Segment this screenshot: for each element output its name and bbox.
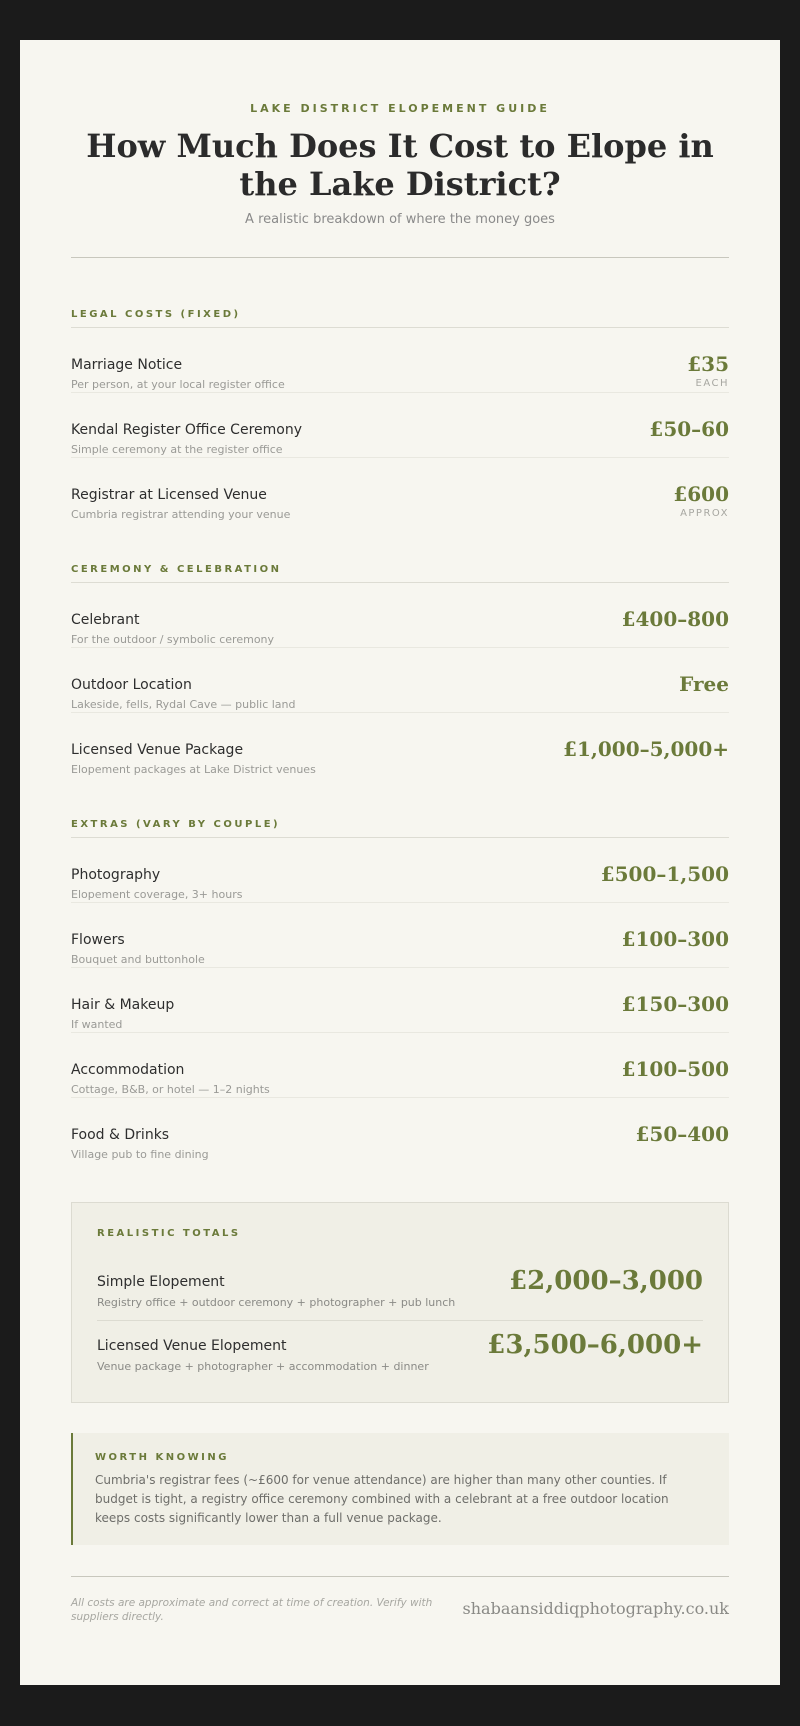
cost-item	[71, 838, 729, 903]
total-label: Simple Elopement	[97, 1274, 225, 1290]
item-description: Elopement packages at Lake District venues	[71, 763, 316, 776]
item-label: Celebrant	[71, 612, 140, 628]
item-description: Elopement coverage, 3+ hours	[71, 888, 243, 901]
item-price: £100–500	[621, 1057, 729, 1081]
cost-item	[71, 393, 729, 458]
item-price: £150–300	[621, 992, 729, 1016]
item-label: Kendal Register Office Ceremony	[71, 422, 302, 438]
item-price-note: APPROX	[680, 508, 729, 519]
item-label: Marriage Notice	[71, 357, 183, 373]
footer-brand: shabaansiddiqphotography.co.uk	[462, 1599, 729, 1618]
total-row	[97, 1256, 703, 1321]
cost-item	[71, 713, 729, 777]
cost-item	[71, 328, 729, 393]
item-description: Per person, at your local register office	[71, 378, 285, 391]
worth-knowing-callout	[71, 1433, 729, 1545]
item-label: Accommodation	[71, 1062, 185, 1078]
cost-item	[71, 1098, 729, 1162]
total-price: £3,500–6,000+	[487, 1330, 703, 1360]
total-description: Registry office + outdoor ceremony + photographer + pub lunch	[97, 1296, 456, 1309]
cost-item	[71, 458, 729, 522]
item-description: Simple ceremony at the register office	[71, 443, 283, 456]
item-description: If wanted	[71, 1018, 123, 1031]
section-legal-costs	[71, 309, 729, 522]
footer-divider	[71, 1576, 729, 1577]
section-title: CEREMONY & CELEBRATION	[71, 564, 729, 583]
item-price: £100–300	[621, 927, 729, 951]
item-description: Cottage, B&B, or hotel — 1–2 nights	[71, 1083, 270, 1096]
section-ceremony	[71, 564, 729, 777]
total-price: £2,000–3,000	[509, 1266, 703, 1296]
page-subtitle: A realistic breakdown of where the money goes	[245, 212, 555, 227]
cost-item	[71, 968, 729, 1033]
callout-title: WORTH KNOWING	[95, 1452, 229, 1463]
total-description: Venue package + photographer + accommodation + dinner	[97, 1360, 429, 1373]
item-price: Free	[679, 672, 729, 696]
item-description: Bouquet and buttonhole	[71, 953, 205, 966]
totals-title: REALISTIC TOTALS	[97, 1228, 241, 1239]
cost-item	[71, 903, 729, 968]
item-label: Outdoor Location	[71, 677, 192, 693]
item-price-note: EACH	[695, 378, 729, 389]
item-price: £50–400	[635, 1122, 729, 1146]
item-price: £1,000–5,000+	[563, 737, 729, 761]
section-title: EXTRAS (VARY BY COUPLE)	[71, 819, 729, 838]
total-row	[97, 1320, 703, 1384]
item-price: £600	[673, 482, 729, 506]
header-divider	[71, 257, 729, 258]
section-extras	[71, 819, 729, 1162]
item-price: £50–60	[649, 417, 729, 441]
item-description: For the outdoor / symbolic ceremony	[71, 633, 275, 646]
item-price: £400–800	[621, 607, 729, 631]
totals-box	[71, 1202, 729, 1403]
item-label: Flowers	[71, 932, 125, 948]
cost-item	[71, 1033, 729, 1098]
item-description: Lakeside, fells, Rydal Cave — public land	[71, 698, 296, 711]
page-title: How Much Does It Cost to Elope in the Lake District?	[86, 127, 714, 203]
item-label: Hair & Makeup	[71, 997, 175, 1013]
total-label: Licensed Venue Elopement	[97, 1338, 287, 1354]
cost-item	[71, 583, 729, 648]
eyebrow-label: LAKE DISTRICT ELOPEMENT GUIDE	[250, 102, 550, 115]
item-label: Registrar at Licensed Venue	[71, 487, 267, 503]
item-label: Photography	[71, 867, 161, 883]
item-price: £35	[687, 352, 729, 376]
guide-card	[20, 40, 780, 1685]
item-label: Licensed Venue Package	[71, 742, 244, 758]
footer-disclaimer: All costs are approximate and correct at time of creation. Verify with suppliers directly.	[71, 1597, 433, 1623]
item-description: Cumbria registrar attending your venue	[71, 508, 291, 521]
item-label: Food & Drinks	[71, 1127, 170, 1143]
section-title: LEGAL COSTS (FIXED)	[71, 309, 729, 328]
item-price: £500–1,500	[600, 862, 729, 886]
item-description: Village pub to fine dining	[71, 1148, 209, 1161]
page-header	[71, 102, 729, 227]
callout-body: Cumbria's registrar fees (~£600 for venue attendance) are higher than many other counties. If budget is tight, a registry office ceremony combined with a celebrant at a free outdoor location keeps costs significantly lower than a full venue package.	[95, 1473, 669, 1525]
cost-item	[71, 648, 729, 713]
